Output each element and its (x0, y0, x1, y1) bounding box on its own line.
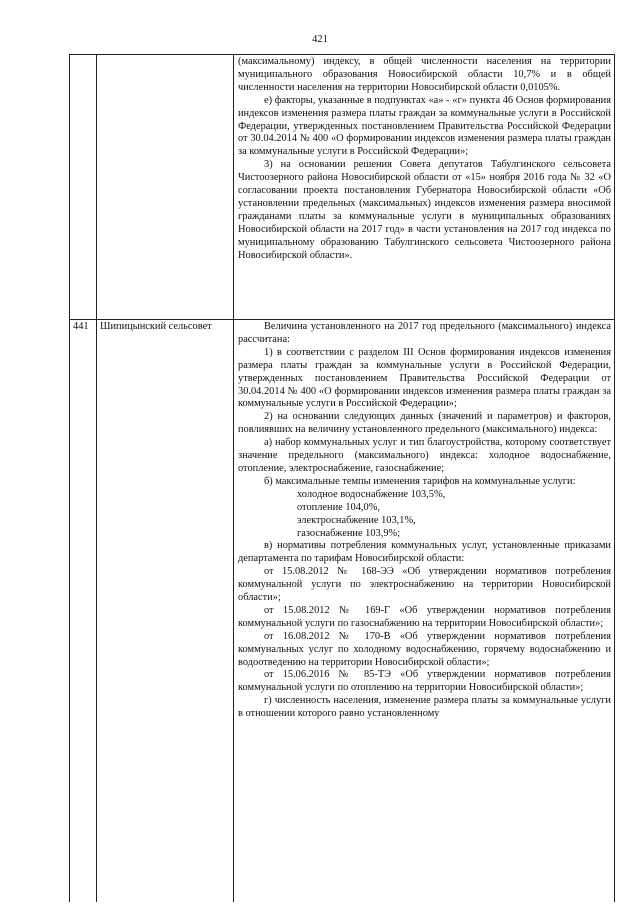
paragraph: 3) на основании решения Совета депутатов Табулгинского сельсовета Чистоозерного района Новосибирской области от «15» ноября 2016 года № 32 «О согласовании проекта постановления Губернатора Новосибирской области «Об установлении предельных (максимальных) индексов изменения размера вносимой гражданами платы за коммунальные услуги в муниципальных образованиях Новосибирской области на 2017 год» в части установления на 2017 год индекса по муниципальному образованию Табулгинского сельсовета Чистоозерного района Новосибирской области». (238, 159, 611, 261)
rationale-cell (234, 55, 615, 320)
tariff-line: отопление 104,0%, (297, 501, 380, 513)
municipality-cell (97, 55, 234, 320)
tariff-line: электроснабжение 103,1%, (297, 514, 416, 526)
row-number-cell (70, 55, 97, 320)
paragraph: а) набор коммунальных услуг и тип благоустройства, которому соответствует значение предельного (максимального) индекса: холодное водоснабжение, отопление, электроснабжение, газоснабжение; (238, 437, 611, 474)
tariff-line: газоснабжение 103,9%; (297, 527, 401, 539)
table-row-441 (70, 320, 615, 903)
paragraph: от 15.08.2012 № 168-ЭЭ «Об утверждении нормативов потребления коммунальной услуги по электроснабжению на территории Новосибирской области»; (238, 566, 611, 604)
row-number-cell: 441 (70, 320, 97, 903)
paragraph: в) нормативы потребления коммунальных услуг, установленные приказами департамента по тарифам Новосибирской области: (238, 540, 611, 565)
rationale-cell (234, 320, 615, 903)
tariff-line: холодное водоснабжение 103,5%, (297, 488, 446, 500)
paragraph: от 15.08.2012 № 169-Г «Об утверждении нормативов потребления коммунальной услуги по газоснабжению на территории Новосибирской области»; (238, 604, 611, 629)
paragraph: г) численность населения, изменение размера платы за коммунальные услуги в отношении которого равно установленному (238, 695, 611, 720)
page-number: 421 (312, 34, 328, 45)
paragraph: е) факторы, указанные в подпунктах «а» - «г» пункта 46 Основ формирования индексов изменения размера платы граждан за коммунальные услуги в Российской Федерации, утвержденных постановлением Правительства Российской Федерации от 30.04.2014 № 400 «О формировании индексов изменения размера платы граждан за коммунальные услуги в Российской Федерации»; (238, 94, 611, 158)
paragraph: 1) в соответствии с разделом III Основ формирования индексов изменения размера платы граждан за коммунальные услуги в Российской Федерации, утвержденных постановлением Правительства Российской Федерации от 30.04.2014 № 400 «О формировании индексов изменения размера платы граждан за коммунальные услуги в Российской Федерации»; (238, 346, 611, 410)
paragraph: Величина установленного на 2017 год предельного (максимального) индекса рассчитана: (238, 321, 611, 345)
paragraph: б) максимальные темпы изменения тарифов на коммунальные услуги: (264, 475, 576, 487)
municipality-cell: Шипицынский сельсовет (97, 320, 234, 903)
table-row-continued (70, 55, 615, 320)
document-table (69, 54, 615, 902)
paragraph: от 15.06.2016 № 85-ТЭ «Об утверждении нормативов потребления коммунальной услуги по отоплению на территории Новосибирской области»; (238, 669, 611, 694)
paragraph: 2) на основании следующих данных (значений и параметров) и факторов, повлиявших на величину установленного предельного (максимального) индекса: (238, 411, 611, 436)
paragraph: от 16.08.2012 № 170-В «Об утверждении нормативов потребления коммунальных услуг по холодному водоснабжению, горячему водоснабжению и водоотведению на территории Новосибирской области»; (238, 630, 611, 668)
paragraph: (максимальному) индексу, в общей численности населения на территории муниципального образования Новосибирской области 10,7% и в общей численности населения на территории Новосибирской области 0,0105%. (238, 56, 611, 93)
